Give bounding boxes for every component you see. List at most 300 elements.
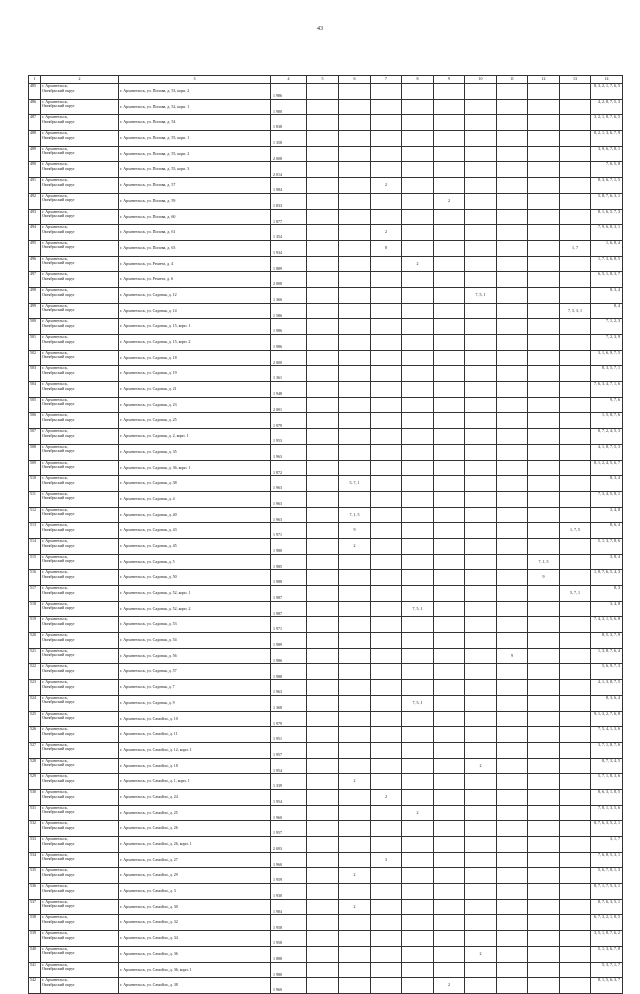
col-6-cell <box>339 601 371 617</box>
district-okrug: Октябрьский округ <box>42 966 75 972</box>
district-okrug: Октябрьский округ <box>42 699 75 705</box>
col-11-cell <box>497 319 528 335</box>
district-city: г. Архангельск, <box>42 663 68 669</box>
col-14-cell: 8, 6, 3, 1, 8, 5 <box>591 789 623 805</box>
district-okrug: Октябрьский округ <box>42 746 75 752</box>
district-okrug: Октябрьский округ <box>42 668 75 674</box>
district-okrug: Октябрьский округ <box>42 730 75 736</box>
col-14-cell: 7, 1, 2, 3 <box>591 319 623 335</box>
row-number: 539 <box>29 931 41 947</box>
col-12-cell <box>528 146 560 162</box>
district-city: г. Архангельск, <box>42 726 68 732</box>
col-7-cell <box>371 444 402 460</box>
table-row <box>29 397 623 413</box>
col-5-cell <box>307 397 339 413</box>
year-cell: 2 003 <box>271 837 307 853</box>
col-10-cell <box>465 805 497 821</box>
col-11-cell <box>497 617 528 633</box>
col-14-cell: 8, 7, 1, 7, 5, 3, 1 <box>591 884 623 900</box>
col-8-cell <box>402 884 434 900</box>
district-cell <box>41 899 119 915</box>
col-10-cell <box>465 350 497 366</box>
year-cell: 1 930 <box>271 884 307 900</box>
district-cell <box>41 538 119 554</box>
col-11-cell <box>497 884 528 900</box>
col-6-cell <box>339 303 371 319</box>
district-city: г. Архангельск, <box>42 522 68 528</box>
address-cell: г. Архангельск, ул. Самойло, д. 29 <box>119 868 271 884</box>
table-row <box>29 460 623 476</box>
address-cell: г. Архангельск, ул. Попова, д. 55, корп. 3 <box>119 162 271 178</box>
col-7-cell <box>371 695 402 711</box>
col-14-cell: 8, 1, 5, 6, 3, 7 <box>591 978 623 994</box>
table-row <box>29 884 623 900</box>
col-8-cell <box>402 115 434 131</box>
address-cell: г. Архангельск, ул. Самойло, д. 34 <box>119 931 271 947</box>
district-okrug: Октябрьский округ <box>42 511 75 517</box>
col-11-cell <box>497 695 528 711</box>
address-cell: г. Архангельск, ул. Садовая, д. 7 <box>119 680 271 696</box>
col-14-cell: 7, 5, 4, 1, 3, 6 <box>591 727 623 743</box>
district-cell <box>41 178 119 194</box>
col-14-cell: 8, 7, 6, 3, 5, 1 <box>591 899 623 915</box>
district-okrug: Октябрьский округ <box>42 934 75 940</box>
col-8-cell <box>402 335 434 351</box>
col-14-cell: 1, 3, 8, 7, 6, 4 <box>591 648 623 664</box>
col-6-cell <box>339 366 371 382</box>
col-13-cell <box>560 429 591 445</box>
row-number: 488 <box>29 131 41 147</box>
col-8-cell <box>402 570 434 586</box>
district-city: г. Архангельск, <box>42 758 68 763</box>
table-row <box>29 680 623 696</box>
col-14-cell: 3, 7, 1, 8, 7, 6 <box>591 742 623 758</box>
col-10-cell <box>465 664 497 680</box>
col-7-cell <box>371 915 402 931</box>
address-cell: г. Архангельск, ул. Попова, д. 61 <box>119 225 271 241</box>
col-12-cell <box>528 429 560 445</box>
col-14-cell: 8, 7, 6, 3, 5, 2, 1 <box>591 821 623 837</box>
col-11-cell <box>497 758 528 774</box>
col-11-cell <box>497 350 528 366</box>
table-row <box>29 633 623 649</box>
col-12-cell <box>528 225 560 241</box>
year-cell: 1 971 <box>271 523 307 539</box>
col-6-cell <box>339 460 371 476</box>
col-13-cell <box>560 146 591 162</box>
year-cell: 1 838 <box>271 115 307 131</box>
col-5-cell <box>307 272 339 288</box>
address-cell: г. Архангельск, ул. Садовая, д. 4 <box>119 491 271 507</box>
col-6-cell <box>339 962 371 978</box>
district-okrug: Октябрьский округ <box>42 558 75 564</box>
address-cell: г. Архангельск, ул. Самойло, д. 30 <box>119 899 271 915</box>
col-13-cell <box>560 538 591 554</box>
col-8-cell <box>402 225 434 241</box>
col-12-cell <box>528 805 560 821</box>
table-row <box>29 538 623 554</box>
year-cell: 1 951 <box>271 727 307 743</box>
district-cell <box>41 648 119 664</box>
col-7-cell <box>371 303 402 319</box>
row-number: 499 <box>29 303 41 319</box>
row-number: 530 <box>29 789 41 805</box>
district-okrug: Октябрьский округ <box>42 793 75 799</box>
year-cell: 1 877 <box>271 209 307 225</box>
col-14-cell: 1, 7, 3, 6, 8, 5 <box>591 256 623 272</box>
col-7-cell <box>371 84 402 100</box>
col-12-cell <box>528 366 560 382</box>
header-row <box>29 76 623 84</box>
year-cell: 1 354 <box>271 225 307 241</box>
housing-table <box>28 75 623 994</box>
col-13-cell <box>560 805 591 821</box>
col-5-cell <box>307 350 339 366</box>
district-cell <box>41 570 119 586</box>
address-cell: г. Архангельск, ул. Попова, д. 55, корп. 1 <box>119 131 271 147</box>
col-6-cell <box>339 350 371 366</box>
col-13-cell: 5, 7, 1 <box>560 586 591 602</box>
col-7-cell <box>371 931 402 947</box>
table-row <box>29 711 623 727</box>
col-5-cell <box>307 429 339 445</box>
col-14-cell: 8, 6, 4 <box>591 523 623 539</box>
col-6-cell <box>339 695 371 711</box>
col-13-cell <box>560 978 591 994</box>
col-13-cell <box>560 444 591 460</box>
district-cell <box>41 852 119 868</box>
col-11-cell <box>497 162 528 178</box>
year-cell: 1 985 <box>271 554 307 570</box>
table-row <box>29 805 623 821</box>
col-7-cell <box>371 617 402 633</box>
row-number: 510 <box>29 476 41 492</box>
address-cell: г. Архангельск, ул. Садовая, д. 5 <box>119 554 271 570</box>
col-14-cell: 7, 6, 5, 8 <box>591 162 623 178</box>
address-cell: г. Архангельск, ул. Самойло, д. 36 <box>119 946 271 962</box>
col-5-cell <box>307 382 339 398</box>
col-6-cell <box>339 837 371 853</box>
col-11-cell <box>497 931 528 947</box>
col-5-cell <box>307 695 339 711</box>
district-city: г. Архангельск, <box>42 303 68 308</box>
col-13-cell <box>560 382 591 398</box>
col-6-cell <box>339 758 371 774</box>
col-8-cell: 7, 5, 1 <box>402 695 434 711</box>
address-cell: г. Архангельск, ул. Садовая, д. 45 <box>119 538 271 554</box>
col-11-cell <box>497 680 528 696</box>
year-cell: 1 988 <box>271 570 307 586</box>
year-cell: 1 986 <box>271 84 307 100</box>
col-11-cell <box>497 774 528 790</box>
district-city: г. Архангельск, <box>42 240 68 245</box>
district-city: г. Архангельск, <box>42 146 68 151</box>
address-cell: г. Архангельск, ул. Попова, д. 54 <box>119 115 271 131</box>
col-14-cell: 8, 2, 1, 3, 6, 7, 9 <box>591 131 623 147</box>
district-okrug: Октябрьский округ <box>42 824 75 830</box>
table-row <box>29 209 623 225</box>
district-city: г. Архангельск, <box>42 648 68 653</box>
district-okrug: Октябрьский округ <box>42 181 75 187</box>
table-row <box>29 178 623 194</box>
address-cell: г. Архангельск, ул. Садовая, д. 43 <box>119 523 271 539</box>
district-cell <box>41 413 119 429</box>
district-cell <box>41 805 119 821</box>
address-cell: г. Архангельск, ул. Садовая, д. 57 <box>119 664 271 680</box>
col-9-cell <box>434 617 465 633</box>
row-number: 534 <box>29 852 41 868</box>
col-14-cell: 7, 8, 1, 3, 5, 6 <box>591 805 623 821</box>
col-14-cell: 5, 6, 9, 7, 3 <box>591 664 623 680</box>
col-7-cell <box>371 758 402 774</box>
col-13-cell <box>560 225 591 241</box>
row-number: 485 <box>29 84 41 100</box>
col-9-cell <box>434 821 465 837</box>
district-cell <box>41 131 119 147</box>
district-okrug: Октябрьский округ <box>42 385 75 391</box>
district-cell <box>41 758 119 774</box>
table-row <box>29 225 623 241</box>
col-10-cell <box>465 852 497 868</box>
col-12-cell <box>528 648 560 664</box>
row-number: 507 <box>29 429 41 445</box>
col-5-cell <box>307 821 339 837</box>
col-10-cell <box>465 570 497 586</box>
col-8-cell <box>402 476 434 492</box>
col-14-cell: 5, 8, 7, 6, 3, 1 <box>591 193 623 209</box>
col-7-cell <box>371 256 402 272</box>
col-13-cell <box>560 633 591 649</box>
col-13-cell <box>560 962 591 978</box>
district-okrug: Октябрьский округ <box>42 495 75 501</box>
col-9-cell <box>434 335 465 351</box>
col-12-cell <box>528 931 560 947</box>
table-row <box>29 240 623 256</box>
row-number: 502 <box>29 350 41 366</box>
col-11-cell <box>497 146 528 162</box>
col-10-cell <box>465 319 497 335</box>
row-number: 538 <box>29 915 41 931</box>
col-9-cell <box>434 131 465 147</box>
col-8-cell <box>402 664 434 680</box>
col-12-cell: 9 <box>528 570 560 586</box>
district-city: г. Архангельск, <box>42 428 68 434</box>
col-5-cell <box>307 915 339 931</box>
col-7-cell <box>371 507 402 523</box>
address-cell: г. Архангельск, ул. Самойло, д. 12, корп. 1 <box>119 742 271 758</box>
year-cell: 1 948 <box>271 382 307 398</box>
address-cell: г. Архангельск, ул. Садовая, д. 2, корп. 1 <box>119 429 271 445</box>
district-cell <box>41 633 119 649</box>
district-cell <box>41 429 119 445</box>
address-cell: г. Архангельск, ул. Попова, д. 57 <box>119 178 271 194</box>
year-cell: 1 986 <box>271 335 307 351</box>
col-11-cell <box>497 84 528 100</box>
col-7-cell <box>371 429 402 445</box>
col-12-cell <box>528 287 560 303</box>
district-city: г. Архангельск, <box>42 365 68 371</box>
col-8-cell: 2 <box>402 805 434 821</box>
district-okrug: Октябрьский округ <box>42 369 75 375</box>
col-12-cell <box>528 586 560 602</box>
col-7-cell <box>371 805 402 821</box>
col-13-cell: 1, 7, 5 <box>560 523 591 539</box>
col-10-cell <box>465 303 497 319</box>
col-14-cell: 5, 1, 3, 6, 7, 8 <box>591 946 623 962</box>
col-12-cell <box>528 397 560 413</box>
col-5-cell <box>307 303 339 319</box>
row-number: 509 <box>29 460 41 476</box>
district-cell <box>41 397 119 413</box>
col-11-cell <box>497 586 528 602</box>
col-11-cell <box>497 429 528 445</box>
year-cell: 1 959 <box>271 868 307 884</box>
year-cell: 1 889 <box>271 256 307 272</box>
year-cell: 1 979 <box>271 413 307 429</box>
table-row <box>29 256 623 272</box>
col-13-cell <box>560 193 591 209</box>
col-9-cell <box>434 742 465 758</box>
col-8-cell <box>402 899 434 915</box>
col-10-cell <box>465 99 497 115</box>
district-okrug: Октябрьский округ <box>42 715 75 721</box>
col-14-cell: 8, 7, 3, 4, 5 <box>591 758 623 774</box>
address-cell: г. Архангельск, ул. Садовая, д. 15, корп. 1 <box>119 319 271 335</box>
col-12-cell <box>528 727 560 743</box>
col-9-cell <box>434 162 465 178</box>
col-13-cell <box>560 758 591 774</box>
col-7-cell <box>371 319 402 335</box>
table-row <box>29 382 623 398</box>
table-row <box>29 429 623 445</box>
col-5-cell <box>307 727 339 743</box>
col-12-cell <box>528 837 560 853</box>
row-number: 514 <box>29 538 41 554</box>
district-okrug: Октябрьский округ <box>42 589 75 595</box>
col-12-cell <box>528 491 560 507</box>
col-9-cell <box>434 664 465 680</box>
col-6-cell <box>339 335 371 351</box>
col-12-cell <box>528 538 560 554</box>
district-okrug: Октябрьский округ <box>42 856 75 862</box>
col-10-cell <box>465 789 497 805</box>
table-row <box>29 507 623 523</box>
district-city: г. Архангельск, <box>42 177 68 183</box>
col-9-cell <box>434 444 465 460</box>
col-5-cell <box>307 633 339 649</box>
col-7-cell <box>371 99 402 115</box>
col-12-cell <box>528 946 560 962</box>
col-8-cell <box>402 507 434 523</box>
col-12-cell <box>528 162 560 178</box>
district-cell <box>41 586 119 602</box>
col-9-cell <box>434 366 465 382</box>
year-cell: 2 001 <box>271 397 307 413</box>
district-cell <box>41 695 119 711</box>
row-number: 528 <box>29 758 41 774</box>
district-cell <box>41 162 119 178</box>
col-13-cell <box>560 99 591 115</box>
year-cell: 2 014 <box>271 162 307 178</box>
address-cell: г. Архангельск, ул. Самойло, д. 25 <box>119 805 271 821</box>
col-6-cell <box>339 240 371 256</box>
row-number: 516 <box>29 570 41 586</box>
col-11-cell <box>497 272 528 288</box>
row-number: 491 <box>29 178 41 194</box>
col-13-cell <box>560 946 591 962</box>
table-row <box>29 648 623 664</box>
col-7-cell <box>371 287 402 303</box>
address-cell: г. Архангельск, ул. Самойло, д. 24 <box>119 789 271 805</box>
address-cell: г. Архангельск, ул. Садовая, д. 25 <box>119 413 271 429</box>
col-9-cell <box>434 868 465 884</box>
col-12-cell <box>528 507 560 523</box>
col-5-cell <box>307 554 339 570</box>
col-14-cell: 3, 5, 1, 8, 7, 6, 2 <box>591 931 623 947</box>
col-14-cell: 8, 3, 2, 1, 7, 6, 5 <box>591 84 623 100</box>
col-9-cell <box>434 397 465 413</box>
col-10-cell <box>465 978 497 994</box>
table-row <box>29 319 623 335</box>
address-cell: г. Архангельск, ул. Садовая, д. 35 <box>119 444 271 460</box>
district-cell <box>41 444 119 460</box>
col-13-cell <box>560 287 591 303</box>
col-11-cell <box>497 460 528 476</box>
address-cell: г. Архангельск, ул. Самойло, д. 38 <box>119 978 271 994</box>
col-7-cell <box>371 899 402 915</box>
row-number: 523 <box>29 680 41 696</box>
table-row <box>29 115 623 131</box>
col-13-cell <box>560 868 591 884</box>
col-8-cell <box>402 821 434 837</box>
year-cell: 1 366 <box>271 287 307 303</box>
col-8-cell <box>402 742 434 758</box>
year-cell: 1 987 <box>271 601 307 617</box>
col-5-cell <box>307 523 339 539</box>
col-6-cell <box>339 884 371 900</box>
col-14-cell: 7, 4, 3, 1, 5, 6, 8 <box>591 617 623 633</box>
col-9-cell <box>434 915 465 931</box>
col-6-cell <box>339 680 371 696</box>
col-13-cell <box>560 774 591 790</box>
col-5-cell <box>307 319 339 335</box>
col-13-cell <box>560 491 591 507</box>
col-14-cell: 6, 7, 3, 2, 1, 8, 5 <box>591 915 623 931</box>
col-11-cell <box>497 178 528 194</box>
col-8-cell <box>402 915 434 931</box>
district-okrug: Октябрьский округ <box>42 605 75 611</box>
col-5-cell <box>307 617 339 633</box>
column-header-13: 13 <box>560 76 591 84</box>
col-9-cell <box>434 554 465 570</box>
col-12-cell <box>528 178 560 194</box>
col-9-cell <box>434 272 465 288</box>
col-11-cell <box>497 491 528 507</box>
row-number: 521 <box>29 648 41 664</box>
district-cell <box>41 727 119 743</box>
col-8-cell <box>402 146 434 162</box>
col-10-cell <box>465 601 497 617</box>
col-11-cell <box>497 978 528 994</box>
address-cell: г. Архангельск, ул. Попова, д. 59 <box>119 193 271 209</box>
district-okrug: Октябрьский округ <box>42 354 75 360</box>
district-city: г. Архангельск, <box>42 224 68 230</box>
district-city: г. Архангельск, <box>42 914 68 920</box>
district-city: г. Архангельск, <box>42 742 68 747</box>
district-cell <box>41 287 119 303</box>
col-10-cell <box>465 586 497 602</box>
col-5-cell <box>307 99 339 115</box>
